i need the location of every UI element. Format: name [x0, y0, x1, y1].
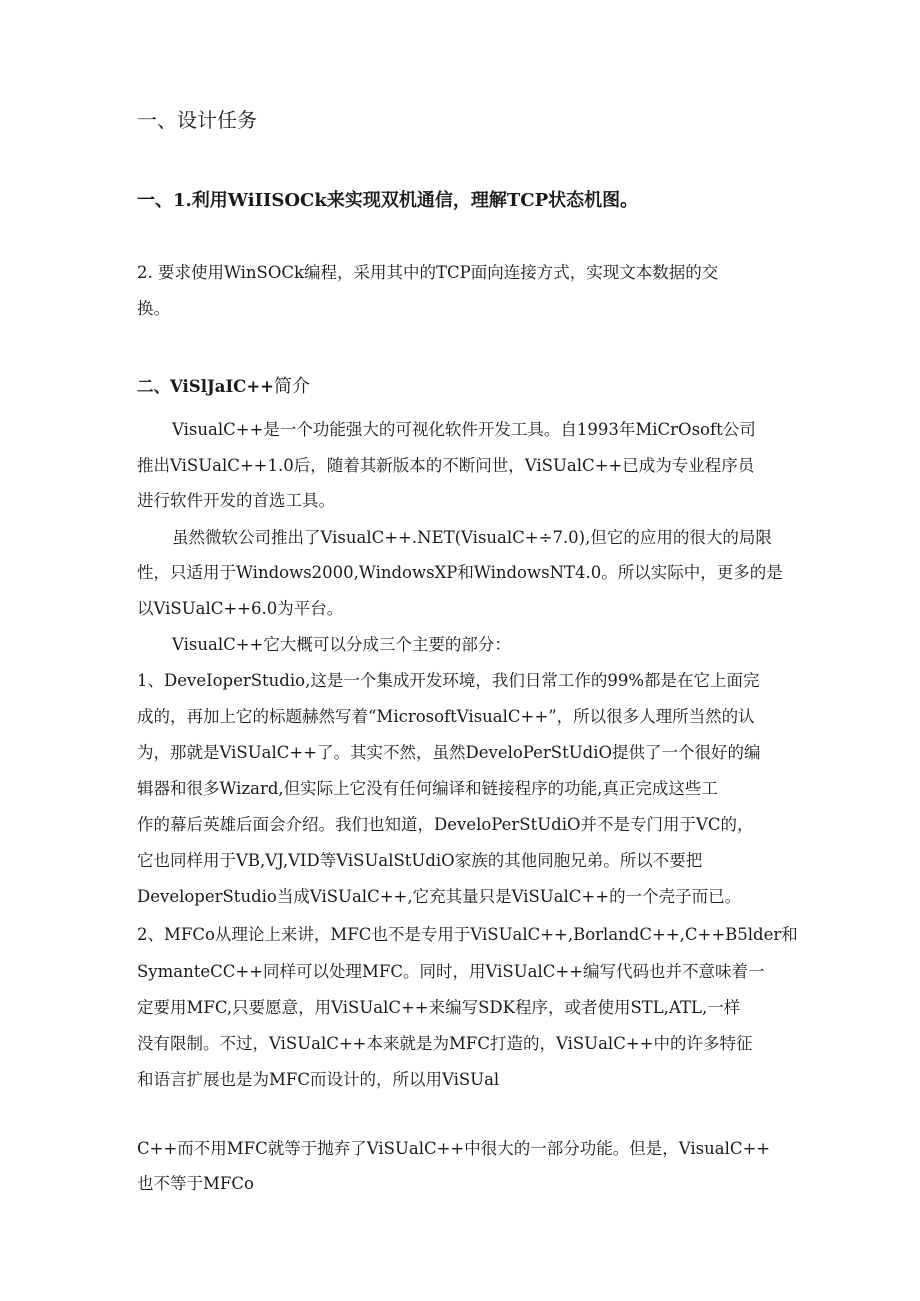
paragraph-line: 1、DeveIoperStudio,这是一个集成开发环境，我们日常工作的99%都是在它上面完 [137, 671, 760, 690]
paragraph-line: 2、MFCo从理论上来讲，MFC也不是专用于ViSUalC++,BorlandC++,C++B5lder和 [137, 925, 798, 944]
paragraph-line: VisualC++是一个功能强大的可视化软件开发工具。自1993年MiCrOsoft公司 [172, 420, 756, 439]
paragraph-line: 性，只适用于Windows2000,WindowsXP和WindowsNT4.0。所以实际中，更多的是 [137, 563, 783, 582]
paragraph-line: 以ViSUalC++6.0为平台。 [137, 599, 344, 618]
task-item-2-line: 2. 要求使用WinSOCk编程，采用其中的TCP面向连接方式，实现文本数据的交 [137, 263, 719, 282]
paragraph-line: 作的幕后英雄后面会介绍。我们也知道，DeveloPerStUdiO并不是专门用于VC的， [137, 815, 754, 834]
paragraph-line: 推出ViSUalC++1.0后，随着其新版本的不断问世，ViSUalC++已成为专业程序员 [137, 456, 755, 475]
paragraph-line: SymanteCC++同样可以处理MFC。同时，用ViSUalC++编写代码也并不意味着一 [137, 962, 765, 981]
paragraph-line: 辑器和很多Wizard,但实际上它没有任何编译和链接程序的功能,真正完成这些工 [137, 779, 718, 798]
paragraph-line: 进行软件开发的首选工具。 [137, 491, 335, 510]
paragraph-line: 为，那就是ViSUalC++了。其实不然，虽然DeveloPerStUdiO提供了一个很好的编 [137, 743, 761, 762]
paragraph-line: 也不等于MFCo [137, 1174, 254, 1193]
section-title-prefix: 二、ViSlJaIC++ [137, 377, 274, 396]
task-item-1: 一、1.利用WiIISOCk来实现双机通信，理解TCP状态机图。 [137, 190, 639, 211]
task-item-2-line: 换。 [137, 299, 170, 318]
paragraph-line: 成的，再加上它的标题赫然写着“MicrosoftVisualC++”，所以很多人理所当然的认 [137, 707, 755, 726]
paragraph-line: 它也同样用于VB,VJ,VID等ViSUalStUdiO家族的其他同胞兄弟。所以不要把 [137, 851, 703, 870]
paragraph-line: 和语言扩展也是为MFC而设计的，所以用ViSUal [137, 1070, 500, 1089]
paragraph-line: C++而不用MFC就等于抛弃了ViSUalC++中很大的一部分功能。但是，VisualC++ [137, 1139, 771, 1158]
paragraph-line: 虽然微软公司推出了VisualC++.NET(VisualC+÷7.0),但它的应用的很大的局限 [172, 528, 772, 547]
paragraph-line: VisualC++它大概可以分成三个主要的部分： [172, 635, 511, 654]
paragraph-line: DeveloperStudio当成ViSUalC++,它充其量只是ViSUalC++的一个壳子而已。 [137, 887, 742, 906]
section-title-design-task: 一、设计任务 [137, 108, 257, 132]
paragraph-line: 定要用MFC,只要愿意，用ViSUalC++来编写SDK程序，或者使用STL,ATL,一样 [137, 998, 741, 1017]
section-title-suffix: 简介 [273, 376, 310, 397]
section-title-visual-cpp-intro [137, 376, 310, 398]
paragraph-line: 没有限制。不过，ViSUalC++本来就是为MFC打造的，ViSUalC++中的许多特征 [137, 1034, 753, 1053]
